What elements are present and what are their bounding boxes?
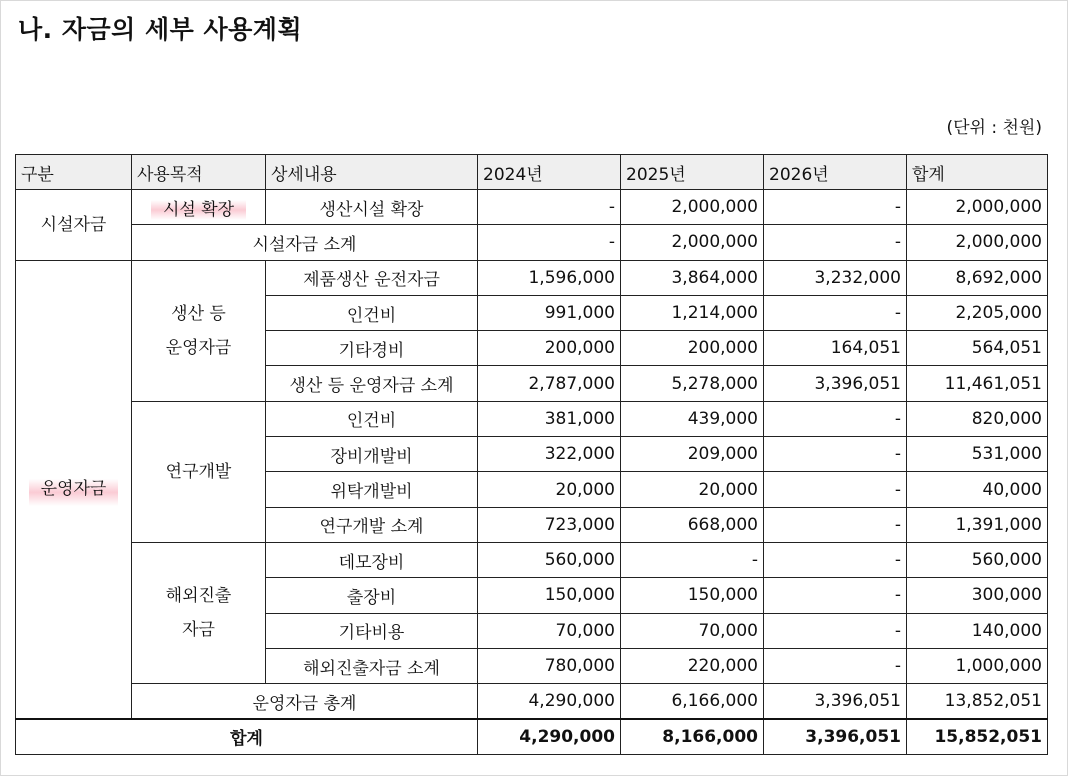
value-2025: 8,166,000: [621, 719, 764, 754]
purpose-facility-highlight: 시설 확장: [151, 195, 246, 220]
value-2026: -: [764, 648, 907, 683]
value-total: 820,000: [907, 401, 1048, 436]
header-category: 구분: [16, 155, 132, 190]
value-2025: 2,000,000: [621, 225, 764, 260]
value-total: 531,000: [907, 437, 1048, 472]
value-total: 13,852,051: [907, 684, 1048, 719]
value-2024: 560,000: [478, 542, 621, 577]
detail-cell: 인건비: [266, 401, 478, 436]
unit-label: (단위 : 천원): [946, 118, 1042, 138]
value-2024: 20,000: [478, 472, 621, 507]
purpose-rnd: 연구개발: [132, 401, 266, 542]
value-total: 1,391,000: [907, 507, 1048, 542]
table-row: [16, 542, 1048, 577]
subtotal-row: [16, 225, 1048, 260]
value-2024: 1,596,000: [478, 260, 621, 295]
value-2024: 150,000: [478, 578, 621, 613]
value-total: 2,000,000: [907, 225, 1048, 260]
value-2026: -: [764, 295, 907, 330]
value-2024: 322,000: [478, 437, 621, 472]
header-2024: 2024년: [478, 155, 621, 190]
value-2024: 723,000: [478, 507, 621, 542]
value-2025: 1,214,000: [621, 295, 764, 330]
value-2026: 3,396,051: [764, 684, 907, 719]
value-2025: 220,000: [621, 648, 764, 683]
detail-cell: 출장비: [266, 578, 478, 613]
value-2025: 20,000: [621, 472, 764, 507]
detail-cell: 인건비: [266, 295, 478, 330]
table-row: [16, 401, 1048, 436]
purpose-line: 생산 등: [171, 303, 226, 324]
value-2024: 991,000: [478, 295, 621, 330]
category-operating: [16, 260, 132, 719]
total-label: 합계: [16, 719, 478, 754]
operating-grand-label: 운영자금 총계: [132, 684, 478, 719]
value-2025: -: [621, 542, 764, 577]
detail-cell: 기타경비: [266, 331, 478, 366]
value-total: 11,461,051: [907, 366, 1048, 401]
value-2024: 4,290,000: [478, 684, 621, 719]
value-2026: -: [764, 225, 907, 260]
detail-cell: 제품생산 운전자금: [266, 260, 478, 295]
total-row: [16, 719, 1048, 754]
subtotal-label: 시설자금 소계: [132, 225, 478, 260]
value-2026: 3,396,051: [764, 366, 907, 401]
value-2026: -: [764, 507, 907, 542]
detail-cell: 장비개발비: [266, 437, 478, 472]
purpose-facility-expansion: [132, 190, 266, 225]
category-operating-highlight: 운영자금: [29, 472, 119, 506]
value-total: 8,692,000: [907, 260, 1048, 295]
value-total: 2,205,000: [907, 295, 1048, 330]
value-2026: -: [764, 190, 907, 225]
value-2024: -: [478, 190, 621, 225]
table-row: [16, 260, 1048, 295]
value-2026: -: [764, 401, 907, 436]
page-title: 나. 자금의 세부 사용계획: [18, 15, 303, 44]
purpose-line: 운영자금: [165, 337, 232, 358]
value-2024: -: [478, 225, 621, 260]
header-detail: 상세내용: [266, 155, 478, 190]
value-2025: 70,000: [621, 613, 764, 648]
detail-cell: 해외진출자금 소계: [266, 648, 478, 683]
header-row: [16, 155, 1048, 190]
value-2026: -: [764, 472, 907, 507]
value-total: 1,000,000: [907, 648, 1048, 683]
detail-cell: 생산 등 운영자금 소계: [266, 366, 478, 401]
value-2025: 150,000: [621, 578, 764, 613]
value-total: 2,000,000: [907, 190, 1048, 225]
value-total: 40,000: [907, 472, 1048, 507]
value-total: 140,000: [907, 613, 1048, 648]
value-2024: 70,000: [478, 613, 621, 648]
value-2026: 3,232,000: [764, 260, 907, 295]
category-facility: 시설자금: [16, 190, 132, 261]
value-2026: -: [764, 437, 907, 472]
fund-usage-table: [15, 154, 1048, 755]
value-2024: 780,000: [478, 648, 621, 683]
purpose-production: [132, 260, 266, 401]
value-2025: 668,000: [621, 507, 764, 542]
value-total: 560,000: [907, 542, 1048, 577]
purpose-line: 자금: [182, 620, 215, 641]
value-total: 300,000: [907, 578, 1048, 613]
value-total: 564,051: [907, 331, 1048, 366]
header-total: 합계: [907, 155, 1048, 190]
value-2026: 3,396,051: [764, 719, 907, 754]
value-2024: 2,787,000: [478, 366, 621, 401]
value-2025: 5,278,000: [621, 366, 764, 401]
value-2025: 6,166,000: [621, 684, 764, 719]
detail-cell: 위탁개발비: [266, 472, 478, 507]
value-2026: -: [764, 578, 907, 613]
header-2025: 2025년: [621, 155, 764, 190]
value-2025: 2,000,000: [621, 190, 764, 225]
subtotal-row: [16, 684, 1048, 719]
value-2024: 381,000: [478, 401, 621, 436]
value-2025: 3,864,000: [621, 260, 764, 295]
detail-cell: 기타비용: [266, 613, 478, 648]
value-2024: 4,290,000: [478, 719, 621, 754]
value-2026: -: [764, 613, 907, 648]
value-2025: 209,000: [621, 437, 764, 472]
purpose-line: 해외진출: [165, 586, 232, 607]
value-total: 15,852,051: [907, 719, 1048, 754]
header-2026: 2026년: [764, 155, 907, 190]
value-2026: -: [764, 542, 907, 577]
value-2025: 439,000: [621, 401, 764, 436]
detail-cell: 연구개발 소계: [266, 507, 478, 542]
table-row: [16, 190, 1048, 225]
value-2026: 164,051: [764, 331, 907, 366]
detail-cell: 데모장비: [266, 542, 478, 577]
value-2024: 200,000: [478, 331, 621, 366]
header-purpose: 사용목적: [132, 155, 266, 190]
purpose-overseas: [132, 542, 266, 683]
value-2025: 200,000: [621, 331, 764, 366]
detail-cell: 생산시설 확장: [266, 190, 478, 225]
